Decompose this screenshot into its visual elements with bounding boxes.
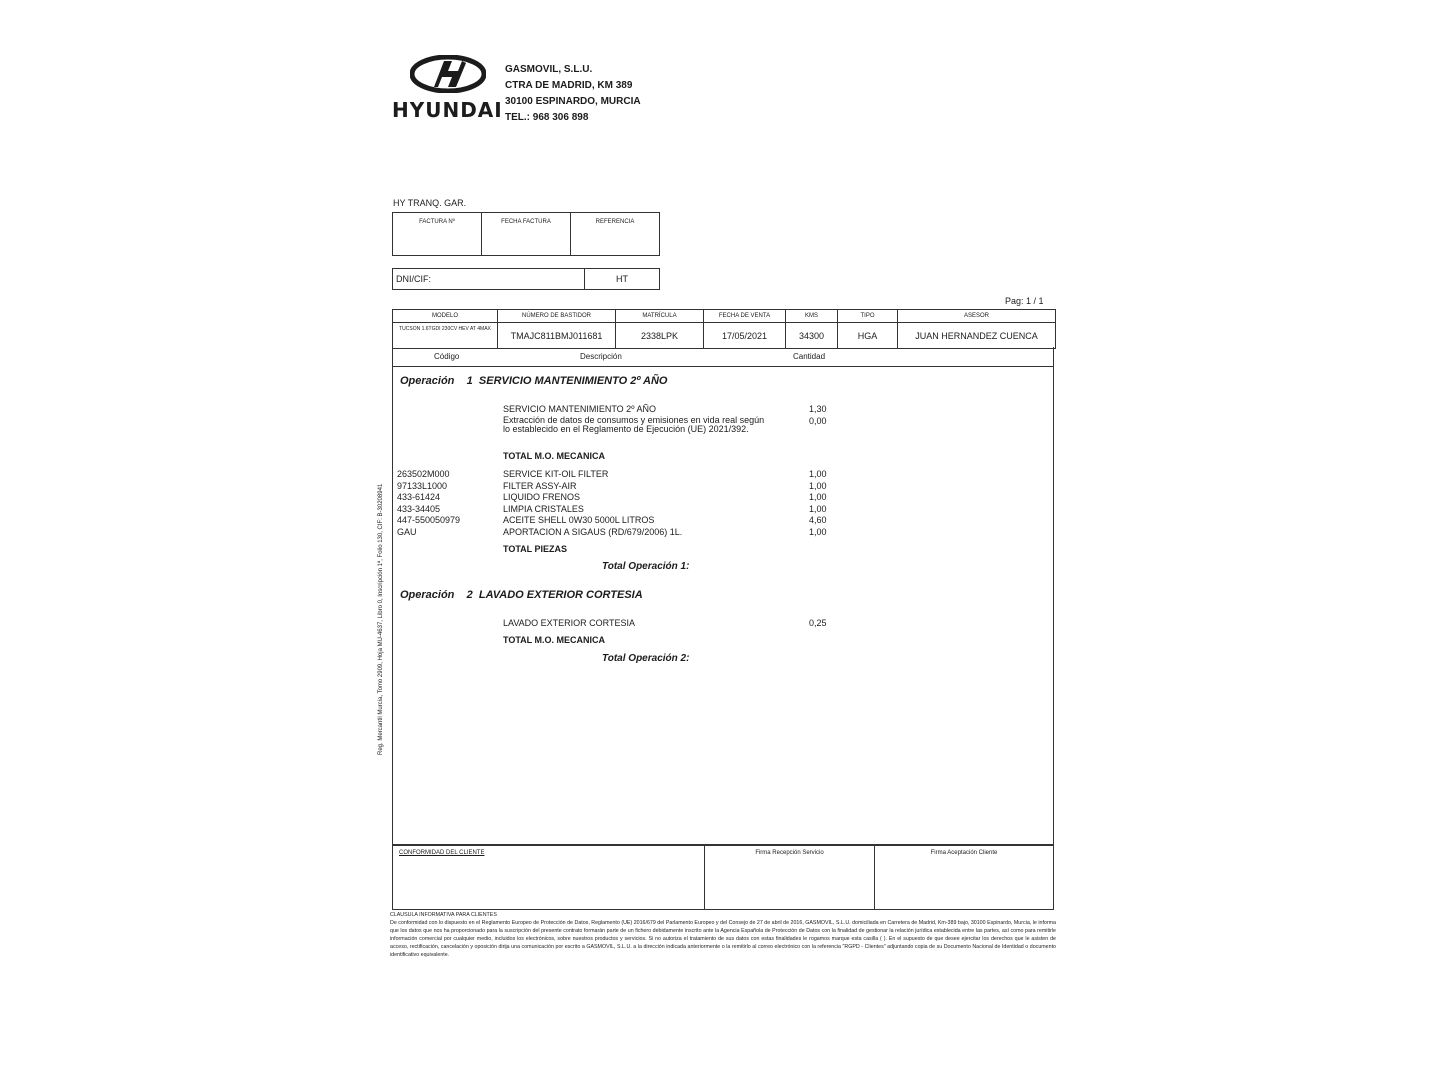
- registry-note: Reg. Mercantil Murcia, Tomo 2909, Hoja MU-4637, Libro 0, Inscripción 1ª, Folio 130, CIF: B-30208941: [378, 483, 384, 755]
- dni-label: DNI/CIF:: [393, 269, 585, 289]
- company-address-line1: CTRA DE MADRID, KM 389: [505, 80, 633, 91]
- vehicle-model: TUCSON 1.6TGDI 230CV HEV AT 4MAX: [393, 323, 498, 348]
- parts-total: TOTAL PIEZAS: [503, 544, 568, 554]
- operation-1-total: Total Operación 1:: [602, 561, 690, 572]
- part-desc: ACEITE SHELL 0W30 5000L LITROS: [503, 515, 655, 525]
- part-desc: APORTACION A SIGAUS (RD/679/2006) 1L.: [503, 526, 683, 537]
- part-code: 433-61424: [397, 492, 441, 502]
- vehicle-kms: 34300: [786, 323, 838, 348]
- vehicle-plate: 2338LPK: [616, 323, 704, 348]
- operation-label: Operación: [400, 589, 455, 601]
- company-address: [505, 62, 641, 126]
- labor-line: Extracción de datos de consumos y emisiones en vida real según lo establecido en el Reglamento de Ejecución (UE) 2021/392.: [503, 415, 765, 434]
- client-acceptance-box: Firma Aceptación Cliente: [930, 850, 998, 856]
- privacy-clause-text: De conformidad con lo dispuesto en el Reglamento Europeo de Protección de Datos, Reglamento (UE) 2016/679 del Parlamento Europeo y del Consejo de 27 de abril de 2016, GASMOVIL, S.L.U. domiciliada en Carretera de Madrid, Km-389 bajo, 30100 Espinardo, Murcia, le informa que los datos que nos ha proporcionado para la suscripción del presente contrato formarán parte de un fichero debidamente inscrito ante la Agencia Española de Protección de Datos con la finalidad de gestionar la relación jurídica establecida entre las partes, así como para remitirle información comercial por cualquier medio, incluidos los electrónicos, sobre nuestros productos y servicios. Si no autoriza el tratamiento de sus datos con estas finalidades le rogamos marque esta casilla ( ). En el supuesto de que desee ejercitar los derechos que le asisten de acceso, rectificación, cancelación y oposición dirija una comunicación por escrito a GASMOVIL, S.L.U. a la dirección indicada anteriormente o la remitirlo al correo electrónico con la referencia "RGPD - Clientes" adjuntando copia de su Documento Nacional de Identidad o documento identificativo equivalente.: [390, 920, 1056, 958]
- vehicle-header-cell: MODELO: [393, 310, 498, 322]
- part-code: 97133L1000: [397, 480, 448, 491]
- operation-number: 2: [466, 589, 473, 601]
- vehicle-vin: TMAJC811BMJ011681: [498, 323, 616, 348]
- part-qty: 1,00: [809, 492, 827, 502]
- column-description: Descripción: [580, 352, 622, 361]
- labor-total: TOTAL M.O. MECANICA: [503, 451, 605, 461]
- part-code: 263502M000: [397, 469, 450, 479]
- vehicle-type: HGA: [838, 323, 898, 348]
- reference-label: REFERENCIA: [595, 219, 635, 225]
- labor-total: TOTAL M.O. MECANICA: [503, 635, 605, 645]
- vehicle-header-cell: FECHA DE VENTA: [704, 310, 786, 322]
- operation-number: 1: [466, 375, 473, 387]
- ht-label: HT: [616, 274, 628, 284]
- part-qty: 4,60: [809, 515, 827, 525]
- vehicle-advisor: JUAN HERNANDEZ CUENCA: [915, 331, 1038, 341]
- part-qty: 1,00: [809, 503, 827, 514]
- privacy-clause: [390, 911, 1056, 959]
- lines-column-header: [392, 350, 1054, 367]
- logo-wordmark: HYUNDAI: [392, 98, 503, 122]
- privacy-clause-title: CLAUSULA INFORMATIVA PARA CLIENTES: [390, 912, 497, 918]
- vehicle-header-cell: MATRÍCULA: [616, 310, 704, 322]
- vehicle-header-cell: TIPO: [838, 310, 898, 322]
- company-address-line2: 30100 ESPINARDO, MURCIA: [505, 96, 641, 107]
- part-qty: 1,00: [809, 526, 827, 537]
- part-qty: 1,00: [809, 469, 827, 479]
- labor-line: LAVADO EXTERIOR CORTESIA: [503, 618, 636, 628]
- part-code: 447-550050979: [397, 515, 461, 525]
- page-number: Pag: 1 / 1: [1005, 296, 1044, 306]
- company-logo: [392, 55, 504, 122]
- vehicle-header-cell: NÚMERO DE BASTIDOR: [498, 310, 616, 322]
- document-type: HY TRANQ. GAR.: [393, 198, 467, 208]
- part-desc: LIQUIDO FRENOS: [503, 492, 581, 502]
- invoice-header-table: [392, 212, 660, 256]
- invoice-number-label: FACTURA Nº: [393, 213, 482, 255]
- labor-qty: 0,25: [809, 618, 827, 628]
- company-name: GASMOVIL, S.L.U.: [505, 64, 593, 75]
- invoice-date-label: FECHA FACTURA: [482, 213, 571, 255]
- vehicle-table: [392, 309, 1056, 349]
- dni-table: [392, 268, 660, 290]
- column-quantity: Cantidad: [793, 352, 826, 361]
- vehicle-header-cell: ASESOR: [963, 313, 989, 319]
- operation-1-title: [400, 375, 667, 387]
- operation-2-total: Total Operación 2:: [602, 653, 690, 664]
- operation-label: Operación: [400, 375, 455, 387]
- service-signature-box: Firma Recepción Servicio: [705, 846, 875, 909]
- part-code: GAU: [397, 526, 417, 537]
- part-code: 433-34405: [397, 503, 441, 514]
- labor-qty: 1,30: [809, 404, 827, 414]
- hyundai-emblem-icon: [410, 55, 486, 93]
- vehicle-sale-date: 17/05/2021: [704, 323, 786, 348]
- operation-name: LAVADO EXTERIOR CORTESIA: [478, 589, 643, 601]
- labor-line: SERVICIO MANTENIMIENTO 2º AÑO: [503, 404, 656, 414]
- signature-row: [392, 845, 1054, 910]
- vehicle-value-row: [393, 323, 1055, 348]
- part-desc: SERVICE KIT-OIL FILTER: [503, 469, 609, 479]
- labor-qty: 0,00: [809, 416, 827, 426]
- part-qty: 1,00: [809, 480, 827, 491]
- client-conformity-box: CONFORMIDAD DEL CLIENTE: [393, 846, 705, 909]
- part-desc: LIMPIA CRISTALES: [503, 503, 584, 514]
- operation-name: SERVICIO MANTENIMIENTO 2º AÑO: [478, 375, 668, 387]
- vehicle-header-row: [393, 310, 1055, 323]
- company-phone: TEL.: 968 306 898: [505, 112, 589, 123]
- operation-2-title: [400, 589, 643, 601]
- vehicle-header-cell: KMS: [786, 310, 838, 322]
- column-code: Código: [434, 352, 460, 361]
- part-desc: FILTER ASSY-AIR: [503, 480, 577, 491]
